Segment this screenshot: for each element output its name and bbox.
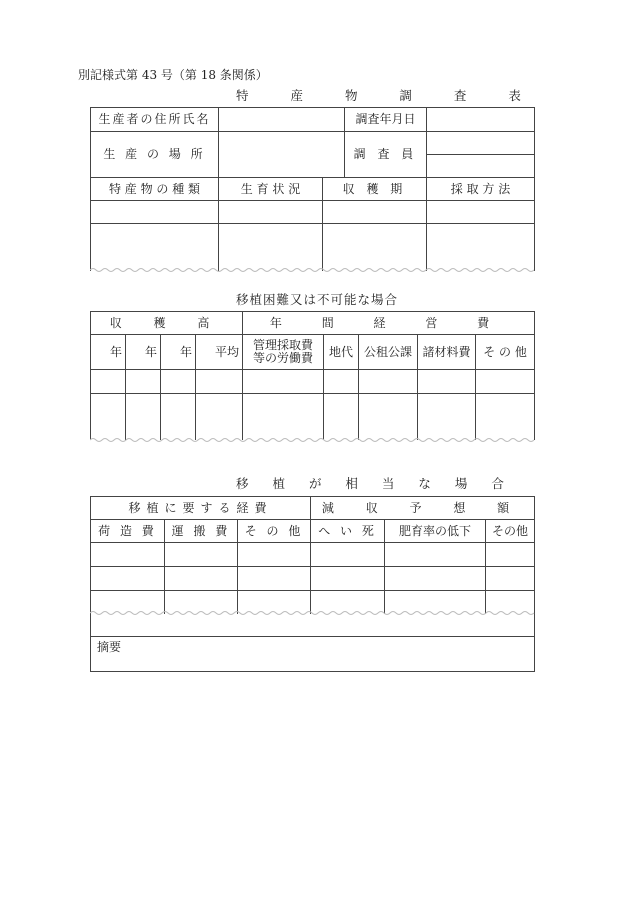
remarks-field[interactable] [91,637,535,672]
cell[interactable] [91,394,126,440]
subcol-land-rent: 地代 [324,335,359,370]
cell[interactable] [323,224,427,271]
cell[interactable] [311,567,385,591]
wavy-break [90,609,535,617]
col-product-type: 特 産 物 の 種 類 [91,178,219,201]
cell[interactable] [324,370,359,394]
subcol-year-2: 年 [126,335,161,370]
remarks-label: 摘要 [97,640,122,654]
form-title: 特 産 物 調 査 表 [236,88,540,103]
cell[interactable] [324,394,359,440]
subcol-labor-cost: 管理採取費 等の労働費 [243,335,324,370]
cell[interactable] [238,543,311,567]
subcol-transport-cost: 運 搬 費 [165,520,238,543]
transplant-cost-label: 移植に要する経費 [91,497,311,520]
subcol-other: そ の 他 [476,335,535,370]
cell[interactable] [323,201,427,224]
cell[interactable] [126,370,161,394]
cell[interactable] [91,370,126,394]
producer-label: 生産者の住所氏名 [91,108,219,132]
subcol-average: 平均 [196,335,243,370]
cell[interactable] [196,370,243,394]
subcol-growth-decline: 肥育率の低下 [385,520,486,543]
section2-title: 移植困難又は不可能な場合 [236,292,399,307]
col-harvest-method: 採 取 方 法 [427,178,535,201]
producer-value[interactable] [219,108,345,132]
form-reference: 別記様式第 43 号（第 18 条関係） [78,68,268,82]
cell[interactable] [476,394,535,440]
col-growth-status: 生 育 状 況 [219,178,323,201]
cell[interactable] [243,370,324,394]
cell[interactable] [243,394,324,440]
suitable-transplant-table [90,496,535,672]
surveyor-value-2[interactable] [427,155,535,178]
cell[interactable] [219,224,323,271]
cell[interactable] [161,394,196,440]
subcol-death-loss: へ い 死 [311,520,385,543]
cell[interactable] [161,370,196,394]
cell[interactable] [427,224,535,271]
expected-loss-label: 減 収 予 想 額 [311,497,535,520]
wavy-break [90,266,535,274]
survey-date-value[interactable] [427,108,535,132]
subcol-year-1: 年 [91,335,126,370]
wavy-break [90,436,535,444]
cell[interactable] [165,543,238,567]
cell[interactable] [165,567,238,591]
col-harvest-period: 収 穫 期 [323,178,427,201]
cell[interactable] [418,394,476,440]
harvest-amount-label: 収 穫 高 [91,312,243,335]
cell[interactable] [219,201,323,224]
cell[interactable] [91,201,219,224]
cell[interactable] [91,543,165,567]
difficult-transplant-table [90,311,535,440]
cell[interactable] [91,224,219,271]
surveyor-label: 調 査 員 [345,132,427,178]
cell[interactable] [91,567,165,591]
cell[interactable] [359,370,418,394]
cell[interactable] [359,394,418,440]
subcol-taxes: 公租公課 [359,335,418,370]
cell[interactable] [476,370,535,394]
cell[interactable] [238,567,311,591]
cell[interactable] [196,394,243,440]
place-value[interactable] [219,132,345,178]
survey-date-label: 調査年月日 [345,108,427,132]
subcol-materials: 諸材料費 [418,335,476,370]
cell[interactable] [385,543,486,567]
surveyor-value-1[interactable] [427,132,535,155]
subcol-packing-cost: 荷 造 費 [91,520,165,543]
cell[interactable] [126,394,161,440]
cell[interactable] [486,543,535,567]
cell[interactable] [486,567,535,591]
cell[interactable] [385,567,486,591]
subcol-year-3: 年 [161,335,196,370]
cell[interactable] [311,543,385,567]
section3-title: 移 植 が 相 当 な 場 合 [236,476,514,491]
annual-cost-label: 年 間 経 営 費 [243,312,535,335]
cell[interactable] [418,370,476,394]
subcol-other-loss: その他 [486,520,535,543]
cell[interactable] [427,201,535,224]
subcol-other-cost: そ の 他 [238,520,311,543]
survey-table [90,107,535,271]
place-label: 生 産 の 場 所 [91,132,219,178]
